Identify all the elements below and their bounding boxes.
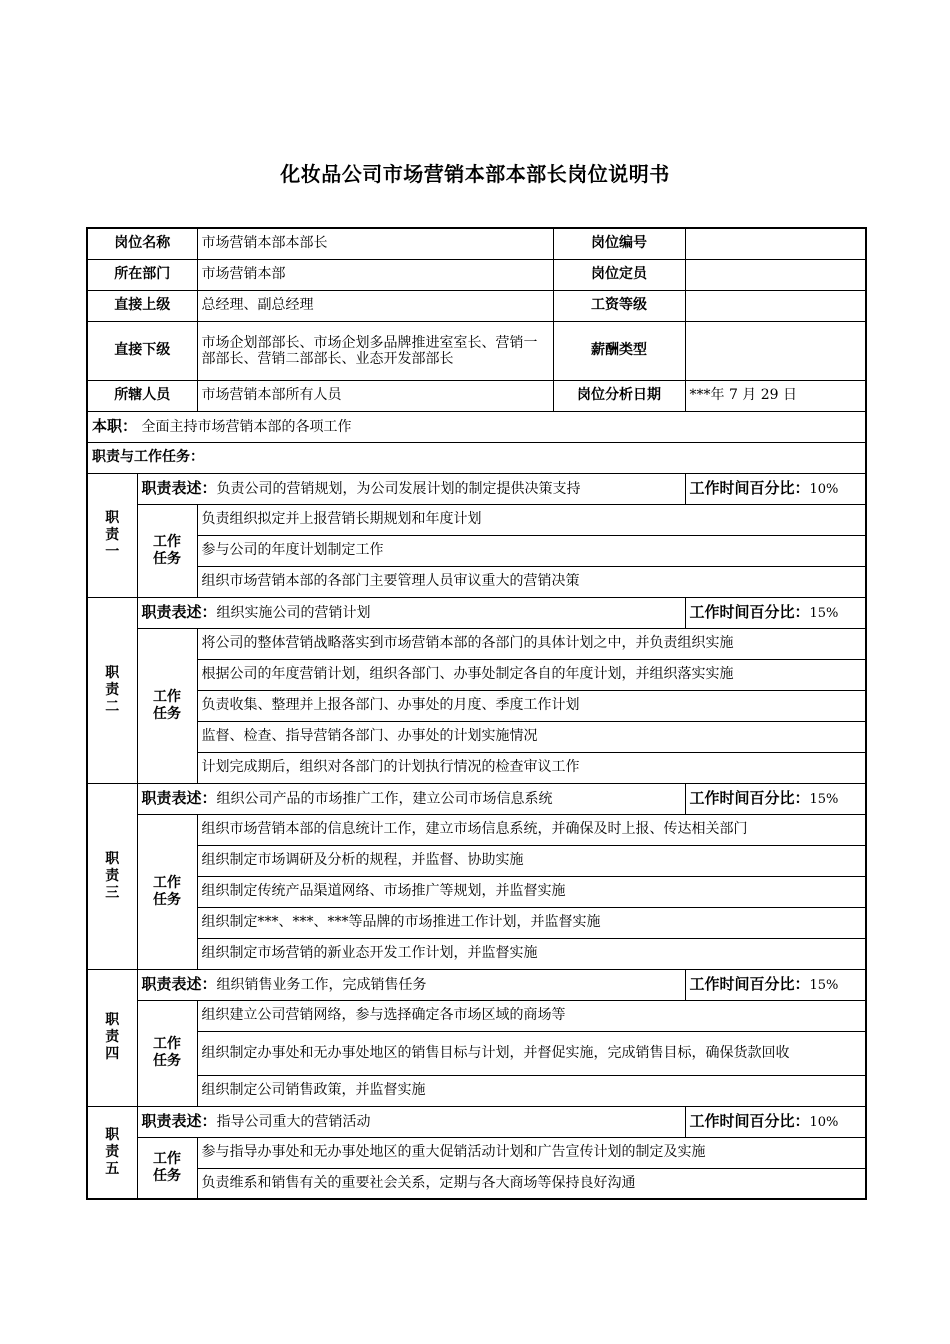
task-text: 组织制定办事处和无办事处地区的销售目标与计划，并督促实施，完成销售目标，确保货款回收 [197, 1031, 866, 1075]
task-row [87, 814, 866, 845]
task-row [87, 628, 866, 659]
task-text: 组织制定***、***、***等品牌的市场推进工作计划，并监督实施 [197, 907, 866, 938]
tasks-label: 工作 任务 [137, 814, 197, 969]
duty-statement-row [87, 473, 866, 504]
task-row [87, 659, 866, 690]
task-text: 负责维系和销售有关的重要社会关系，定期与各大商场等保持良好沟通 [197, 1168, 866, 1199]
superior-label: 直接上级 [87, 290, 197, 321]
duty-statement-text: 组织销售业务工作，完成销售任务 [216, 976, 427, 993]
time-pct-label: 工作时间百分比： [689, 602, 810, 621]
time-pct-label: 工作时间百分比： [689, 974, 810, 993]
duty-statement-cell [137, 597, 685, 628]
duty-statement-row [87, 1106, 866, 1137]
duty-statement-cell [137, 1106, 685, 1137]
task-text: 将公司的整体营销战略落实到市场营销本部的各部门的具体计划之中，并负责组织实施 [197, 628, 866, 659]
time-pct-value: 15% [809, 977, 839, 993]
duty-statement-text: 负责公司的营销规划，为公司发展计划的制定提供决策支持 [216, 480, 581, 497]
duty-statement-cell [137, 969, 685, 1000]
duties-body [87, 473, 866, 1199]
page-title: 化妆品公司市场营销本部本部长岗位说明书 [280, 162, 670, 186]
tasks-label: 工作 任务 [137, 1137, 197, 1199]
main-duty-row [87, 411, 866, 442]
subordinates-value: 市场企划部部长、市场企划多品牌推进室室长、营销一部部长、营销二部部长、业态开发部部长 [197, 321, 553, 380]
task-text: 负责收集、整理并上报各部门、办事处的月度、季度工作计划 [197, 690, 866, 721]
task-row [87, 845, 866, 876]
task-row [87, 907, 866, 938]
duty-statement-cell [137, 783, 685, 814]
position-name-label: 岗位名称 [87, 228, 197, 259]
task-text: 计划完成期后，组织对各部门的计划执行情况的检查审议工作 [197, 752, 866, 783]
task-text: 组织制定市场营销的新业态开发工作计划，并监督实施 [197, 938, 866, 969]
pay-type-value [685, 321, 866, 380]
department-label: 所在部门 [87, 259, 197, 290]
headcount-label: 岗位定员 [553, 259, 685, 290]
task-row [87, 504, 866, 535]
salary-grade-label: 工资等级 [553, 290, 685, 321]
task-text: 参与指导办事处和无办事处地区的重大促销活动计划和广告宣传计划的制定及实施 [197, 1137, 866, 1168]
time-pct-value: 10% [809, 1114, 839, 1130]
task-row [87, 1168, 866, 1199]
tasks-label: 工作 任务 [137, 504, 197, 597]
department-value: 市场营销本部 [197, 259, 553, 290]
analysis-date-label: 岗位分析日期 [553, 380, 685, 411]
time-pct-label: 工作时间百分比： [689, 478, 810, 497]
superior-value: 总经理、副总经理 [197, 290, 553, 321]
task-row [87, 1000, 866, 1031]
task-text: 根据公司的年度营销计划，组织各部门、办事处制定各自的年度计划，并组织落实实施 [197, 659, 866, 690]
time-pct-label: 工作时间百分比： [689, 788, 810, 807]
duty-name: 职 责 四 [87, 969, 137, 1106]
pay-type-label: 薪酬类型 [553, 321, 685, 380]
duty-time-pct-cell [685, 473, 866, 504]
task-text: 参与公司的年度计划制定工作 [197, 535, 866, 566]
staff-label: 所辖人员 [87, 380, 197, 411]
duty-time-pct-cell [685, 1106, 866, 1137]
task-row [87, 752, 866, 783]
task-row [87, 1031, 866, 1075]
task-text: 组织制定传统产品渠道网络、市场推广等规划，并监督实施 [197, 876, 866, 907]
position-code-label: 岗位编号 [553, 228, 685, 259]
duty-name: 职 责 五 [87, 1106, 137, 1199]
duty-time-pct-cell [685, 969, 866, 1000]
job-description-table [86, 227, 867, 1200]
duty-statement-label: 职责表述： [141, 788, 217, 807]
duty-statement-text: 指导公司重大的营销活动 [216, 1113, 371, 1130]
salary-grade-value [685, 290, 866, 321]
subordinates-label: 直接下级 [87, 321, 197, 380]
position-name-value: 市场营销本部本部长 [197, 228, 553, 259]
task-row [87, 566, 866, 597]
duty-statement-cell [137, 473, 685, 504]
duty-name: 职 责 二 [87, 597, 137, 783]
time-pct-value: 15% [809, 605, 839, 621]
task-row [87, 938, 866, 969]
task-text: 组织制定公司销售政策，并监督实施 [197, 1075, 866, 1106]
duty-statement-row [87, 969, 866, 1000]
duty-statement-text: 组织公司产品的市场推广工作，建立公司市场信息系统 [216, 790, 553, 807]
duty-statement-row [87, 597, 866, 628]
task-row [87, 535, 866, 566]
duty-name: 职 责 三 [87, 783, 137, 969]
duty-time-pct-cell [685, 597, 866, 628]
task-text: 组织建立公司营销网络，参与选择确定各市场区域的商场等 [197, 1000, 866, 1031]
duty-name: 职 责 一 [87, 473, 137, 597]
main-duty-text: 全面主持市场营销本部的各项工作 [141, 418, 352, 435]
tasks-label: 工作 任务 [137, 628, 197, 783]
task-row [87, 1075, 866, 1106]
duty-time-pct-cell [685, 783, 866, 814]
time-pct-value: 10% [809, 481, 839, 497]
time-pct-value: 15% [809, 791, 839, 807]
task-row [87, 721, 866, 752]
duty-statement-text: 组织实施公司的营销计划 [216, 604, 371, 621]
headcount-value [685, 259, 866, 290]
duty-statement-label: 职责表述： [141, 478, 217, 497]
task-text: 组织市场营销本部的信息统计工作，建立市场信息系统，并确保及时上报、传达相关部门 [197, 814, 866, 845]
task-row [87, 690, 866, 721]
task-text: 组织市场营销本部的各部门主要管理人员审议重大的营销决策 [197, 566, 866, 597]
duty-statement-label: 职责表述： [141, 1111, 217, 1130]
task-row [87, 876, 866, 907]
staff-value: 市场营销本部所有人员 [197, 380, 553, 411]
task-row [87, 1137, 866, 1168]
task-text: 组织制定市场调研及分析的规程，并监督、协助实施 [197, 845, 866, 876]
position-code-value [685, 228, 866, 259]
analysis-date-value: ***年 7 月 29 日 [685, 380, 866, 411]
duty-statement-row [87, 783, 866, 814]
main-duty-label: 本职： [92, 416, 138, 435]
time-pct-label: 工作时间百分比： [689, 1111, 810, 1130]
task-text: 负责组织拟定并上报营销长期规划和年度计划 [197, 504, 866, 535]
duty-statement-label: 职责表述： [141, 602, 217, 621]
tasks-label: 工作 任务 [137, 1000, 197, 1106]
task-text: 监督、检查、指导营销各部门、办事处的计划实施情况 [197, 721, 866, 752]
duty-statement-label: 职责表述： [141, 974, 217, 993]
duties-section-label: 职责与工作任务： [87, 442, 866, 473]
